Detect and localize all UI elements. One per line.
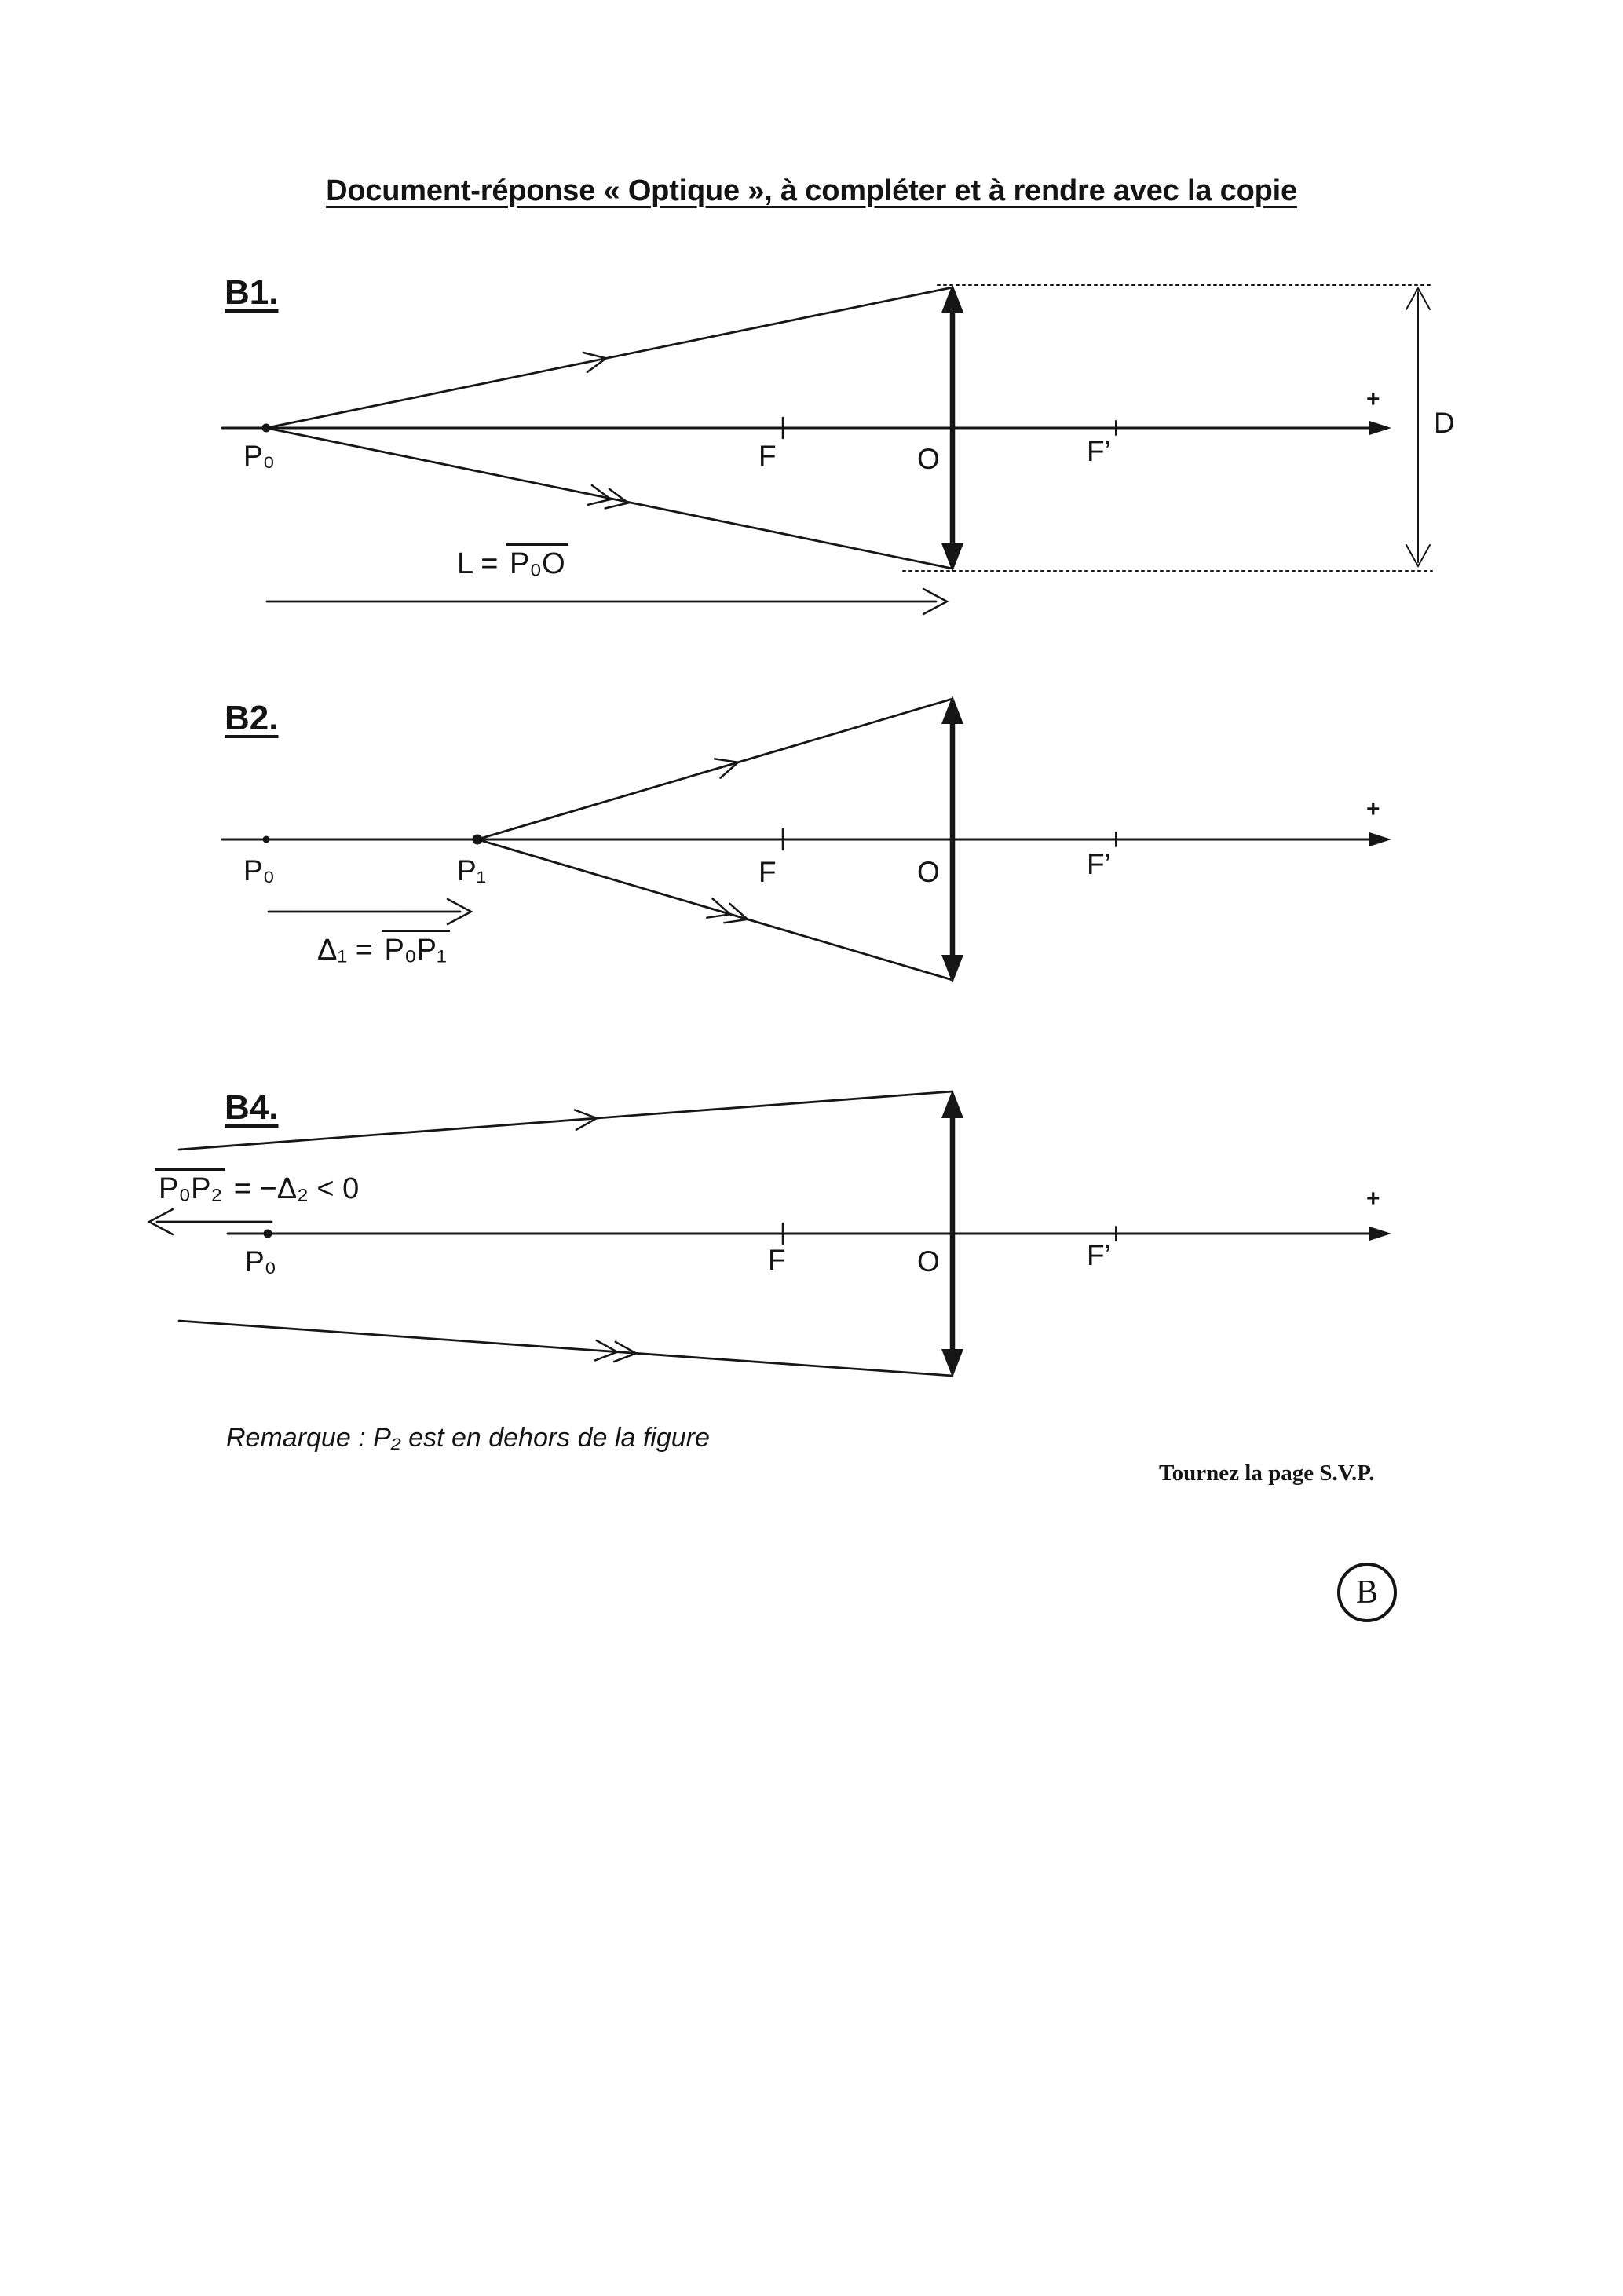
b4-fprime-label: F’	[1087, 1239, 1111, 1271]
page-title: Document-réponse « Optique », à compléter et à rendre avec la copie	[326, 174, 1297, 207]
b4-ray-upper	[179, 1091, 952, 1150]
b4-block-label: B4.	[225, 1088, 279, 1127]
b2-point-p0	[263, 836, 270, 843]
b1-fprime-label: F’	[1087, 435, 1111, 467]
b1-block-label: B1.	[225, 273, 279, 312]
b4-p0-label: P₀	[245, 1245, 277, 1278]
b2-formula-prefix: Δ₁ =	[317, 934, 373, 967]
b4-lens-arrowhead-bottom	[941, 1349, 963, 1377]
b4-axis-arrowhead	[1369, 1227, 1391, 1241]
b2-block-label: B2.	[225, 699, 279, 737]
b2-p1-label: P₁	[457, 854, 487, 887]
b4-plus-sign: +	[1366, 1186, 1380, 1212]
b4-lens-arrowhead-top	[941, 1090, 963, 1118]
b2-o-label: O	[917, 856, 940, 888]
b1-diagram	[222, 284, 1432, 614]
b2-lens-arrowhead-bottom	[941, 955, 963, 983]
turn-page-note: Tournez la page S.V.P.	[1159, 1461, 1375, 1486]
page-mark-letter: B	[1355, 1574, 1378, 1610]
b2-ray-lower	[477, 839, 952, 980]
b2-f-label: F	[758, 856, 777, 888]
b4-f-label: F	[768, 1244, 786, 1276]
b2-plus-sign: +	[1366, 796, 1380, 822]
b1-f-label: F	[758, 440, 777, 472]
b4-o-label: O	[917, 1245, 940, 1278]
b1-ray-upper	[266, 287, 952, 428]
b1-plus-sign: +	[1366, 386, 1380, 412]
b4-point-p0	[264, 1230, 272, 1238]
b1-d-label: D	[1434, 407, 1455, 439]
b4-formula	[155, 1168, 359, 1206]
page-mark-circle	[1337, 1563, 1397, 1622]
b2-axis-arrowhead	[1369, 832, 1391, 846]
b4-diagram	[149, 1090, 1391, 1377]
b1-formula-prefix: L =	[457, 547, 499, 580]
remark-text: Remarque : P₂ est en dehors de la figure	[226, 1423, 710, 1453]
b1-formula	[457, 543, 568, 581]
b4-formula-suffix: = −Δ₂ < 0	[233, 1172, 360, 1205]
b2-formula-overlined: P₀P₁	[382, 930, 450, 967]
b1-axis-arrowhead	[1369, 421, 1391, 435]
b2-p0-label: P₀	[243, 854, 276, 887]
b1-formula-overlined: P₀O	[506, 543, 568, 581]
b4-ray-lower	[179, 1321, 952, 1376]
b4-formula-overlined: P₀P₂	[155, 1168, 225, 1206]
b2-lens-arrowhead-top	[941, 696, 963, 724]
b2-ray-upper	[477, 699, 952, 839]
b2-fprime-label: F’	[1087, 848, 1111, 880]
b2-formula	[317, 930, 450, 967]
b1-p0-label: P₀	[243, 440, 276, 472]
b1-o-label: O	[917, 443, 940, 475]
